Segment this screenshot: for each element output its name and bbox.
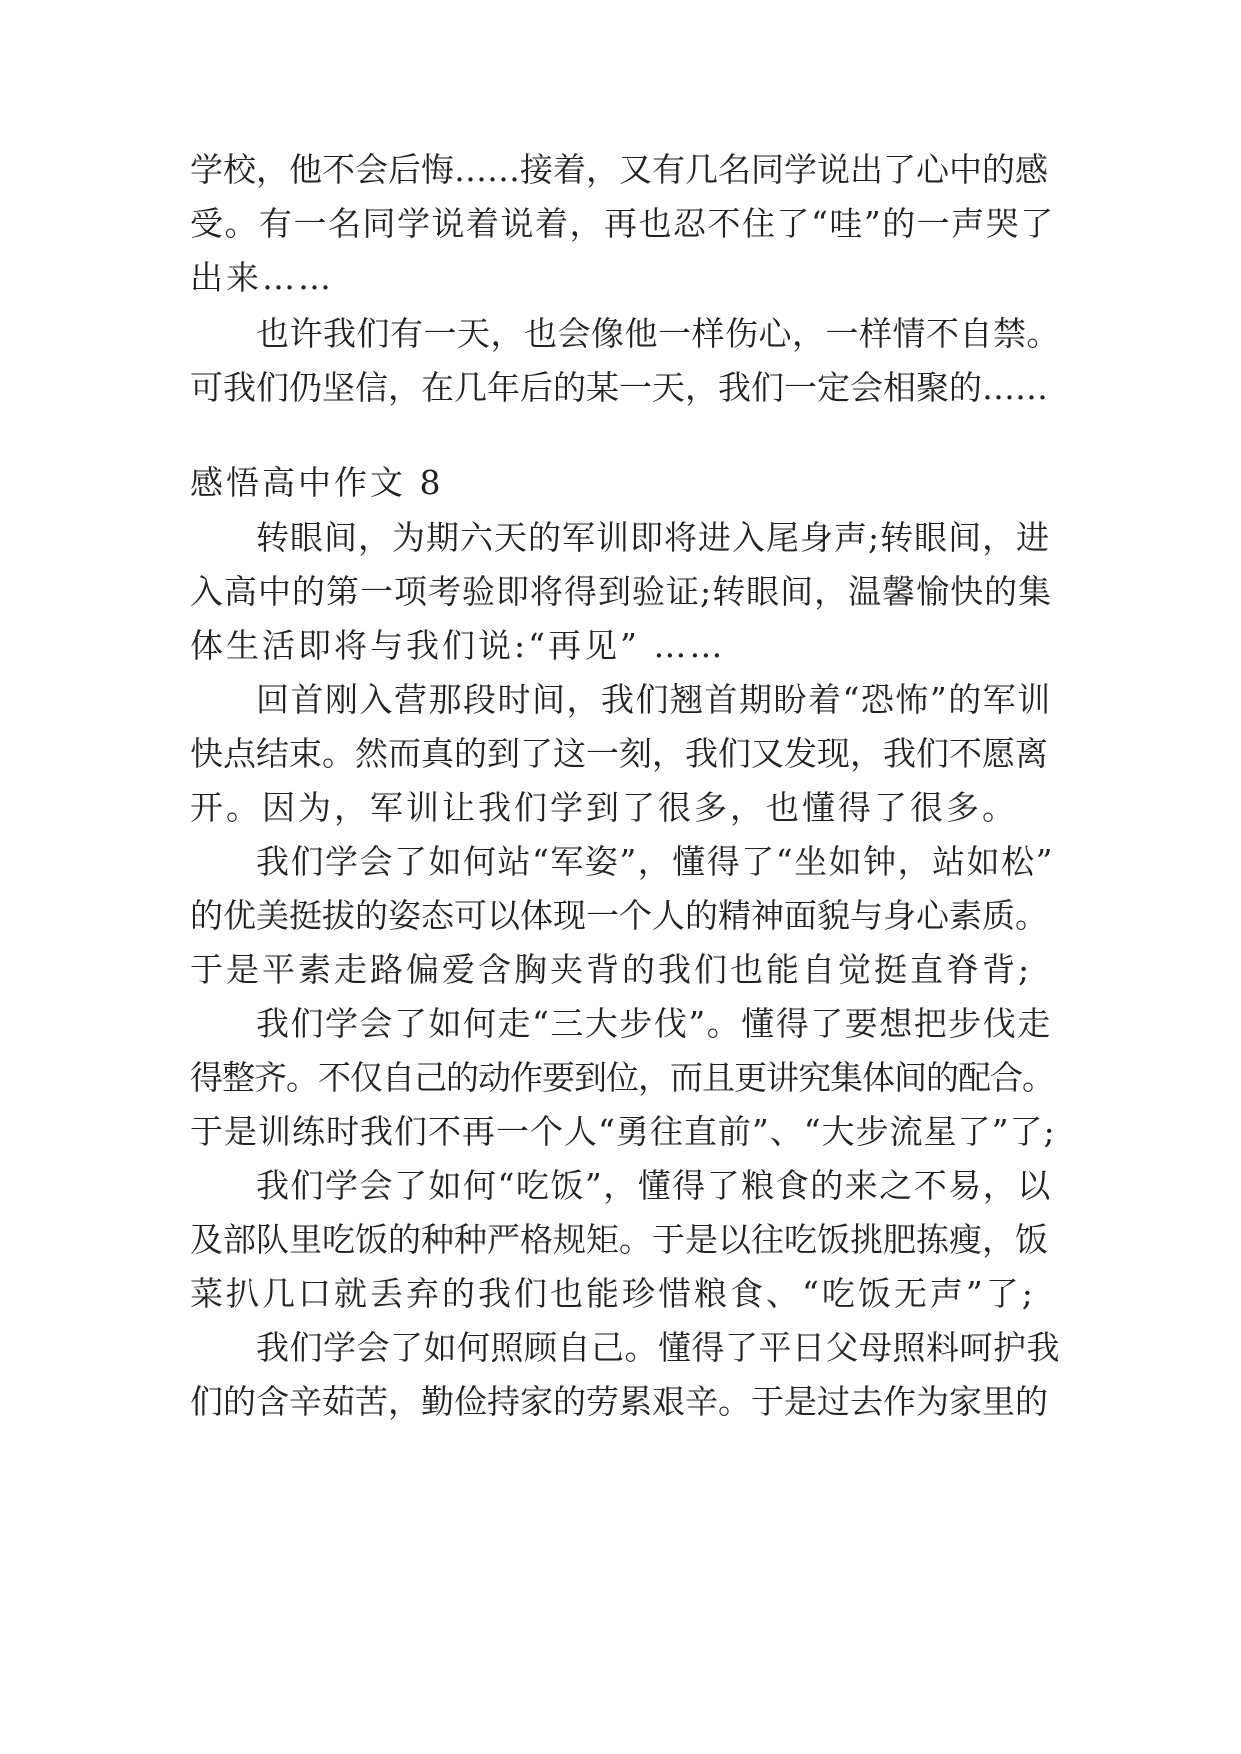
paragraph-first-line: 转眼间，为期六天的军训即将进入尾身声;转眼间，进: [256, 518, 1051, 557]
text-line: 及部队里吃饭的种种严格规矩。于是以往吃饭挑肥拣瘦，饭: [190, 1220, 1048, 1259]
text-line: 出来……: [190, 258, 334, 297]
text-line: 快点结束。然而真的到了这一刻，我们又发现，我们不愿离: [190, 734, 1048, 773]
paragraph-first-line: 我们学会了如何照顾自己。懂得了平日父母照料呵护我: [256, 1328, 1060, 1367]
text-line: 们的含辛茹苦，勤俭持家的劳累艰辛。于是过去作为家里的: [190, 1382, 1048, 1421]
text-line: 入高中的第一项考验即将得到验证;转眼间，温馨愉快的集: [190, 572, 1053, 611]
text-line: 菜扒几口就丢弃的我们也能珍惜粮食、“吃饭无声”了;: [190, 1274, 1036, 1313]
text-line: 可我们仍坚信，在几年后的某一天，我们一定会相聚的……: [190, 368, 1048, 407]
paragraph-first-line: 我们学会了如何站“军姿”，懂得了“坐如钟，站如松”: [256, 842, 1054, 881]
paragraph-first-line: 我们学会了如何“吃饭”，懂得了粮食的来之不易，以: [256, 1166, 1052, 1205]
text-line: 学校，他不会后悔……接着，又有几名同学说出了心中的感: [190, 150, 1048, 189]
paragraph-first-line: 也许我们有一天，也会像他一样伤心，一样情不自禁。: [256, 314, 1060, 353]
text-line: 得整齐。不仅自己的动作要到位，而且更讲究集体间的配合。: [190, 1058, 1054, 1097]
text-line: 的优美挺拔的姿态可以体现一个人的精神面貌与身心素质。: [190, 896, 1048, 935]
text-line: 于是训练时我们不再一个人“勇往直前”、“大步流星了”了;: [190, 1112, 1056, 1151]
text-line: 体生活即将与我们说:“再见” ……: [190, 626, 726, 665]
paragraph-first-line: 回首刚入营那段时间，我们翘首期盼着“恐怖”的军训: [256, 680, 1052, 719]
text-line: 开。因为，军训让我们学到了很多，也懂得了很多。: [190, 788, 1018, 827]
text-line: 受。有一名同学说着说着，再也忍不住了“哇”的一声哭了: [190, 204, 1055, 243]
section-heading: 感悟高中作文 8: [190, 463, 444, 502]
text-line: 于是平素走路偏爱含胸夹背的我们也能自觉挺直脊背;: [190, 950, 1033, 989]
paragraph-first-line: 我们学会了如何走“三大步伐”。懂得了要想把步伐走: [256, 1004, 1052, 1043]
